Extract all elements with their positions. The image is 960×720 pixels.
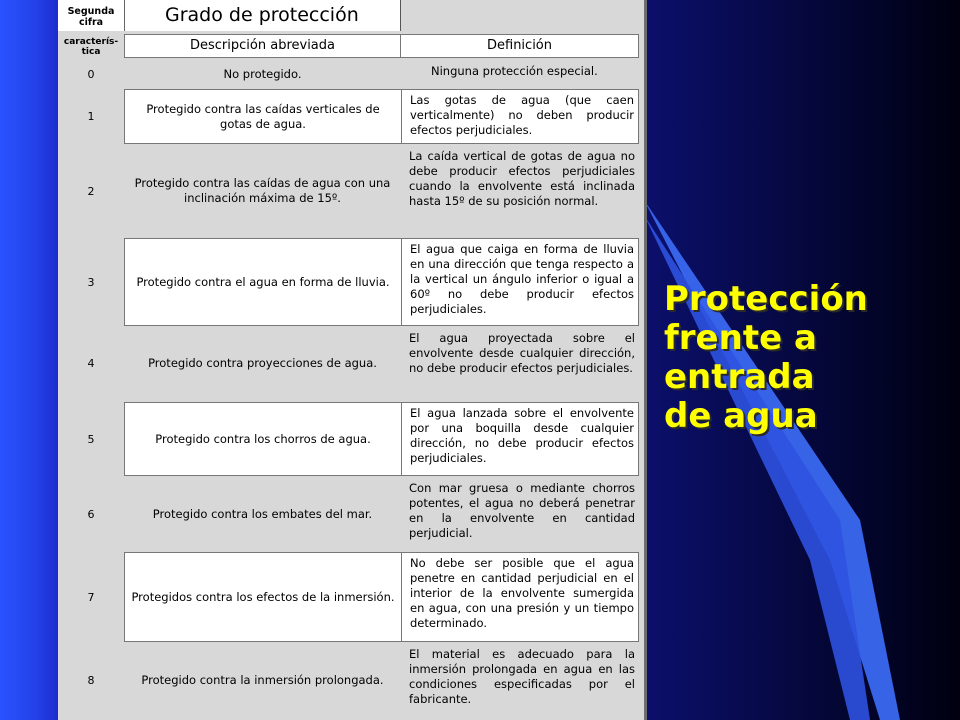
row-number: 4 [87,356,95,370]
row-description: Protegido contra las caídas verticales de gotas de agua. [124,89,401,144]
table-row [58,644,644,716]
row-definition: El agua lanzada sobre el envolvente por una boquilla desde cualquier dirección, no debe producir efectos perjudiciales. [401,402,639,476]
table-row [58,402,644,476]
table-row [58,478,644,550]
row-description: Protegidos contra los efectos de la inmersión. [124,552,401,642]
table-row [58,89,644,144]
row-definition: El agua proyectada sobre el envolvente desde cualquier dirección, no debe producir efectos perjudiciales. [409,331,635,375]
row-description: Protegido contra los embates del mar. [152,506,373,521]
table-row [58,328,644,398]
header-grado-proteccion: Grado de protección [124,0,400,31]
table-row [58,61,644,88]
table-row [58,552,644,642]
row-definition: Las gotas de agua (que caen verticalmente) no deben producir efectos perjudiciales. [401,89,639,144]
header-segunda-cifra: Segunda cifra [67,6,115,28]
protection-table [58,0,644,720]
header-caracteristica: caracterís- tica [63,37,119,57]
row-definition: El agua que caiga en forma de lluvia en una dirección que tenga respecto a la vertical un ángulo inferior o igual a 60º no debe producir efectos perjudiciales. [401,238,639,326]
row-description: No protegido. [124,61,401,88]
slide-title-line: entrada [664,357,815,397]
row-number: 8 [87,673,95,687]
row-description: Protegido contra las caídas de agua con una inclinación máxima de 15º. [134,176,391,205]
row-number: 1 [87,110,95,123]
row-description: Protegido contra proyecciones de agua. [148,355,377,370]
row-definition: La caída vertical de gotas de agua no debe producir efectos perjudiciales cuando la envolvente está inclinada hasta 15º de su posición normal. [409,149,635,208]
row-definition: No debe ser posible que el agua penetre en cantidad perjudicial en el interior de la envolvente sumergida en agua, con una presión y un tiempo determinado. [401,552,639,642]
row-number: 2 [87,184,95,198]
table-row [58,238,644,326]
slide-title [664,279,868,436]
table-row [58,146,644,236]
row-number: 6 [87,507,95,521]
row-number: 3 [87,275,95,289]
row-definition: Con mar gruesa o mediante chorros potentes, el agua no deberá penetrar en la envolvente en cantidad perjudicial. [409,481,635,540]
row-number: 5 [87,432,95,446]
slide-title-line: Protección [664,279,868,319]
row-description: Protegido contra la inmersión prolongada. [141,672,384,687]
row-definition: Ninguna protección especial. [401,61,639,88]
row-number: 0 [87,68,95,81]
row-definition: El material es adecuado para la inmersión prolongada en agua en las condiciones especificadas por el fabricante. [409,647,635,706]
row-number: 7 [87,590,95,604]
row-description: Protegido contra el agua en forma de lluvia. [124,238,401,326]
slide-title-line: de agua [664,396,818,436]
header-definicion: Definición [401,34,639,58]
row-description: Protegido contra los chorros de agua. [124,402,401,476]
slide-title-line: frente a [664,318,817,358]
header-descripcion: Descripción abreviada [124,34,401,58]
